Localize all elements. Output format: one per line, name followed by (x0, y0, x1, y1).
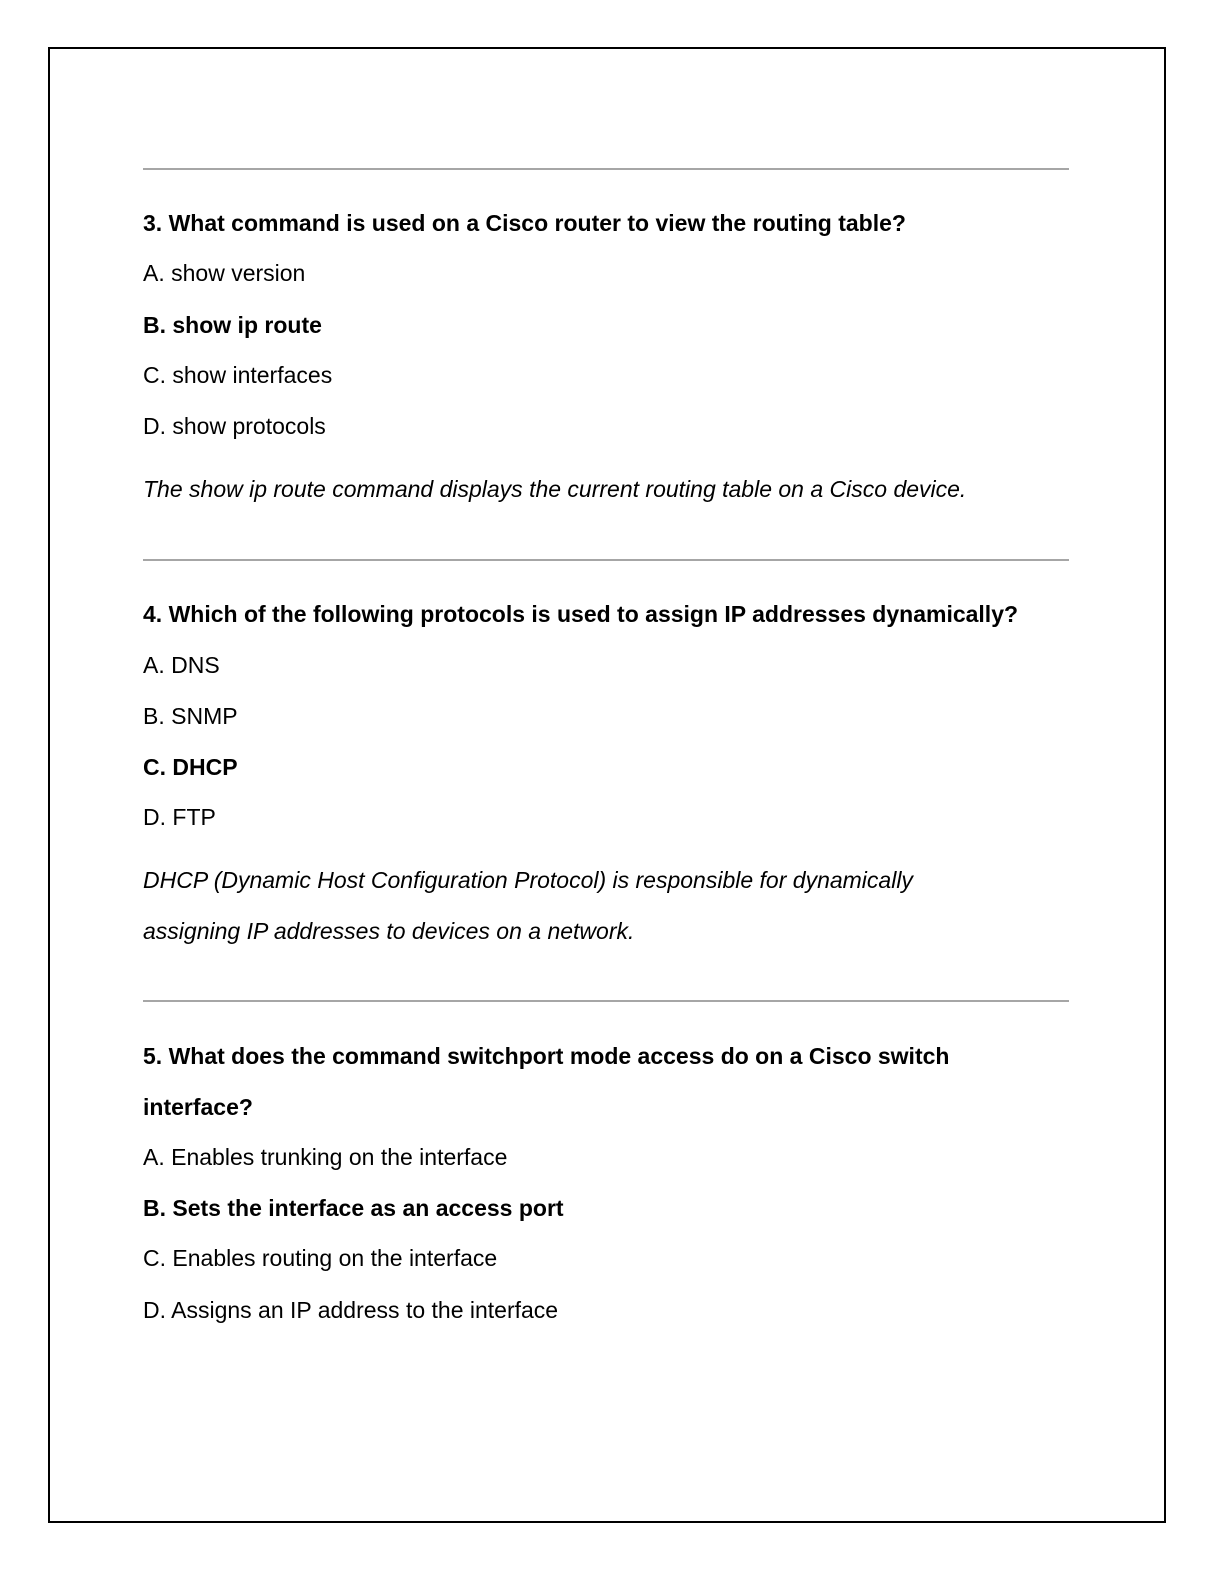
question-5-option-d: D. Assigns an IP address to the interface (143, 1297, 559, 1323)
question-5-text-line-2: interface? (143, 1094, 253, 1120)
question-3-option-d: D. show protocols (143, 413, 326, 439)
question-3-text: 3. What command is used on a Cisco router to view the routing table? (143, 210, 906, 236)
divider (143, 168, 1069, 170)
question-3-option-c: C. show interfaces (143, 362, 333, 388)
question-4-text: 4. Which of the following protocols is used to assign IP addresses dynamically? (143, 601, 1019, 627)
question-5-option-b-correct: B. Sets the interface as an access port (143, 1195, 564, 1221)
question-5-option-c: C. Enables routing on the interface (143, 1245, 498, 1271)
question-3-option-a: A. show version (143, 260, 306, 286)
divider (143, 1000, 1069, 1002)
question-4-option-a: A. DNS (143, 652, 220, 678)
divider (143, 559, 1069, 561)
question-4-explanation-line-1: DHCP (Dynamic Host Configuration Protocol) is responsible for dynamically (143, 867, 913, 893)
question-4-explanation-line-2: assigning IP addresses to devices on a network. (143, 918, 635, 944)
question-5-text-line-1: 5. What does the command switchport mode access do on a Cisco switch (143, 1043, 950, 1069)
question-3-explanation: The show ip route command displays the current routing table on a Cisco device. (143, 476, 967, 502)
question-4-option-c-correct: C. DHCP (143, 754, 238, 780)
question-4-option-b: B. SNMP (143, 703, 238, 729)
question-5-option-a: A. Enables trunking on the interface (143, 1144, 508, 1170)
question-4-option-d: D. FTP (143, 804, 216, 830)
question-3-option-b-correct: B. show ip route (143, 312, 322, 338)
